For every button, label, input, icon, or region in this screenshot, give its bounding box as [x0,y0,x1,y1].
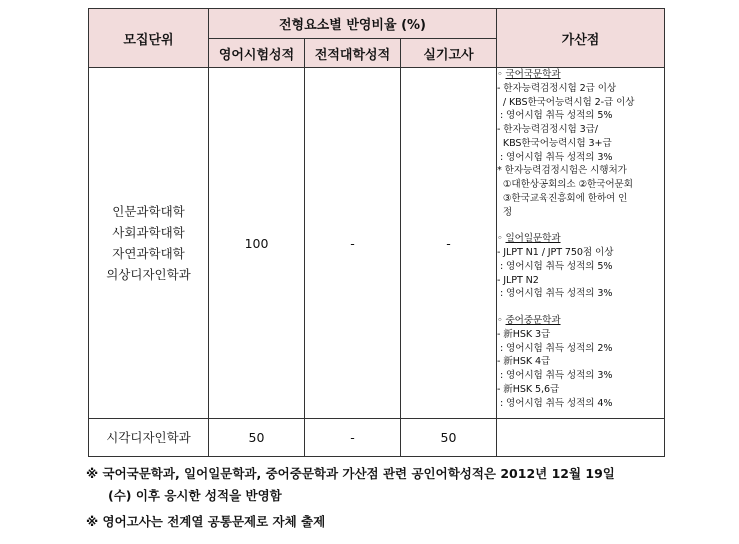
bonus-line: : 영어시험 취득 성적의 3% [497,370,613,381]
row2-college: - [305,419,401,457]
bonus-chinese: ◦ 중어중문학과 - 新HSK 3급 : 영어시험 취득 성적의 2% - 新HSK 4급 : 영어시험 취득 성적의 3% - 新HSK 5,6급 : 영어시험 취득 성적의 4% [497,314,664,410]
row1-practical: - [401,68,497,419]
bonus-line: - 한자능력검정시험 2급 이상 [497,82,617,94]
note-1-line-2: (수) 이후 응시한 성적을 반영함 [108,488,282,503]
bonus-line: ③한국교육진흥회에 한하여 인 [497,192,628,204]
bonus-line: ①대한상공회의소 ②한국어문회 [497,179,633,190]
bonus-line: : 영어시험 취득 성적의 2% [497,342,613,354]
note-1-line-1: ※ 국어국문학과, 일어일문학과, 중어중문학과 가산점 관련 공인어학성적은 2012년 12월 19일 [86,466,615,481]
admission-table [88,8,665,457]
bonus-line: * 한자능력검정시험은 시행처가 [497,165,627,177]
bonus-line: KBS한국어능력시험 3+급 [497,137,612,149]
bonus-line: : 영어시험 취득 성적의 4% [497,397,613,409]
bonus-line: - 한자능력검정시험 3급/ [497,124,598,135]
bonus-line: - JLPT N2 [497,274,539,286]
bonus-line: - 新HSK 3급 [497,328,551,340]
bonus-line: : 영어시험 취득 성적의 5% [497,260,613,272]
row1-college: - [305,68,401,419]
bonus-line: : 영어시험 취득 성적의 5% [497,110,613,122]
header-practical: 실기고사 [401,39,497,68]
bonus-chinese-title: 중어중문학과 [505,315,561,326]
bonus-line: : 영어시험 취득 성적의 3% [497,288,613,300]
unit-name: 사회과학대학 [112,225,185,240]
row2-practical: 50 [401,419,497,457]
bonus-korean-title: 국어국문학과 [505,69,561,80]
header-bonus: 가산점 [497,9,665,68]
row2-unit: 시각디자인학과 [89,419,209,457]
header-english: 영어시험성적 [209,39,305,68]
bonus-line: - JLPT N1 / JPT 750점 이상 [497,247,614,258]
unit-name: 인문과학대학 [112,204,185,219]
header-unit: 모집단위 [89,9,209,68]
unit-name: 의상디자인학과 [106,267,191,282]
bonus-japanese: ◦ 일어일문학과 - JLPT N1 / JPT 750점 이상 : 영어시험 취득 성적의 5% - JLPT N2 : 영어시험 취득 성적의 3% [497,232,664,301]
footnotes [86,463,686,533]
header-ratio-group: 전형요소별 반영비율 (%) [209,9,497,39]
row1-units [89,68,209,419]
unit-name: 자연과학대학 [112,246,185,261]
bonus-line: - 新HSK 5,6급 [497,383,560,395]
bonus-line: : 영어시험 취득 성적의 3% [497,151,613,163]
header-college: 전적대학성적 [305,39,401,68]
bonus-japanese-title: 일어일문학과 [505,233,561,245]
bonus-line: 정 [497,206,513,218]
bonus-cell [497,68,665,419]
bonus-line: - 新HSK 4급 [497,356,551,368]
note-2: ※ 영어고사는 전계열 공통문제로 자체 출제 [86,514,326,529]
bonus-korean: ◦ 국어국문학과 - 한자능력검정시험 2급 이상 / KBS한국어능력시험 2-급 이상 : 영어시험 취득 성적의 5% - 한자능력검정시험 3급/ KBS한국어능력시험 3+급 : 영어시험 취득 성적의 3% * 한자능력검정시험은 시행처가 ①대한상공회의소 ②한국어문회 ③한국교육진흥회에 한하여 인 정 [497,68,664,219]
row2-english: 50 [209,419,305,457]
row1-english: 100 [209,68,305,419]
row2-bonus-empty [497,419,665,457]
bonus-line: / KBS한국어능력시험 2-급 이상 [497,96,635,108]
